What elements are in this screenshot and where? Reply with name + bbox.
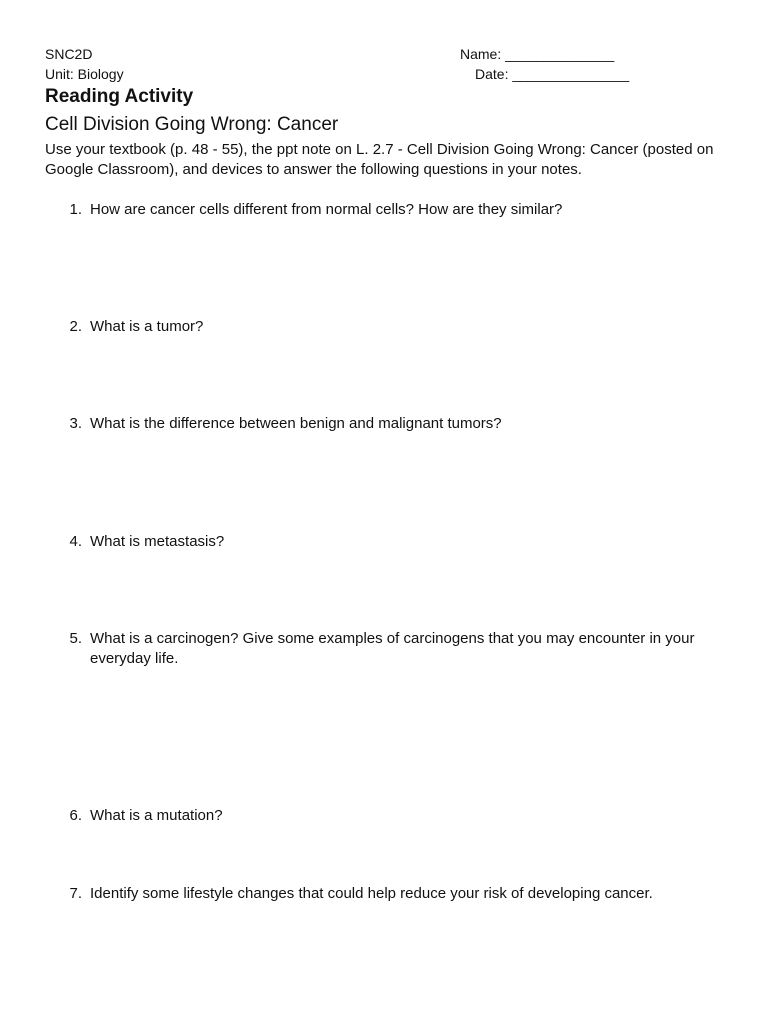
question-text: How are cancer cells different from normal cells? How are they similar? [90,201,563,218]
question-item [66,317,716,337]
question-text: Identify some lifestyle changes that could help reduce your risk of developing cancer. [90,885,653,902]
date-field: Date: _______________ [475,66,630,82]
question-number: 1. [69,201,82,218]
question-item [66,414,716,434]
question-number: 5. [69,630,82,647]
question-number: 6. [69,807,82,824]
page-subtitle: Cell Division Going Wrong: Cancer [45,114,339,135]
question-item [66,806,716,826]
question-number: 2. [69,318,82,335]
question-number: 7. [69,885,82,902]
question-item [66,200,716,220]
question-item [66,629,716,669]
question-number: 3. [69,415,82,432]
instructions: Use your textbook (p. 48 - 55), the ppt note on L. 2.7 - Cell Division Going Wrong: Cancer (posted on Google Classroom), and devices to answer the following questions in your notes. [45,141,714,178]
course-code: SNC2D [45,46,93,62]
question-text: What is the difference between benign and malignant tumors? [90,415,502,432]
unit-label: Unit: Biology [45,66,124,82]
question-item [66,532,716,552]
question-text: What is a carcinogen? Give some examples of carcinogens that you may encounter in your everyday life. [90,630,695,667]
question-number: 4. [69,533,82,550]
name-field: Name: ______________ [460,46,615,62]
question-text: What is metastasis? [90,533,225,550]
question-text: What is a mutation? [90,807,223,824]
question-text: What is a tumor? [90,318,204,335]
page-title: Reading Activity [45,86,194,107]
question-item [66,884,716,904]
